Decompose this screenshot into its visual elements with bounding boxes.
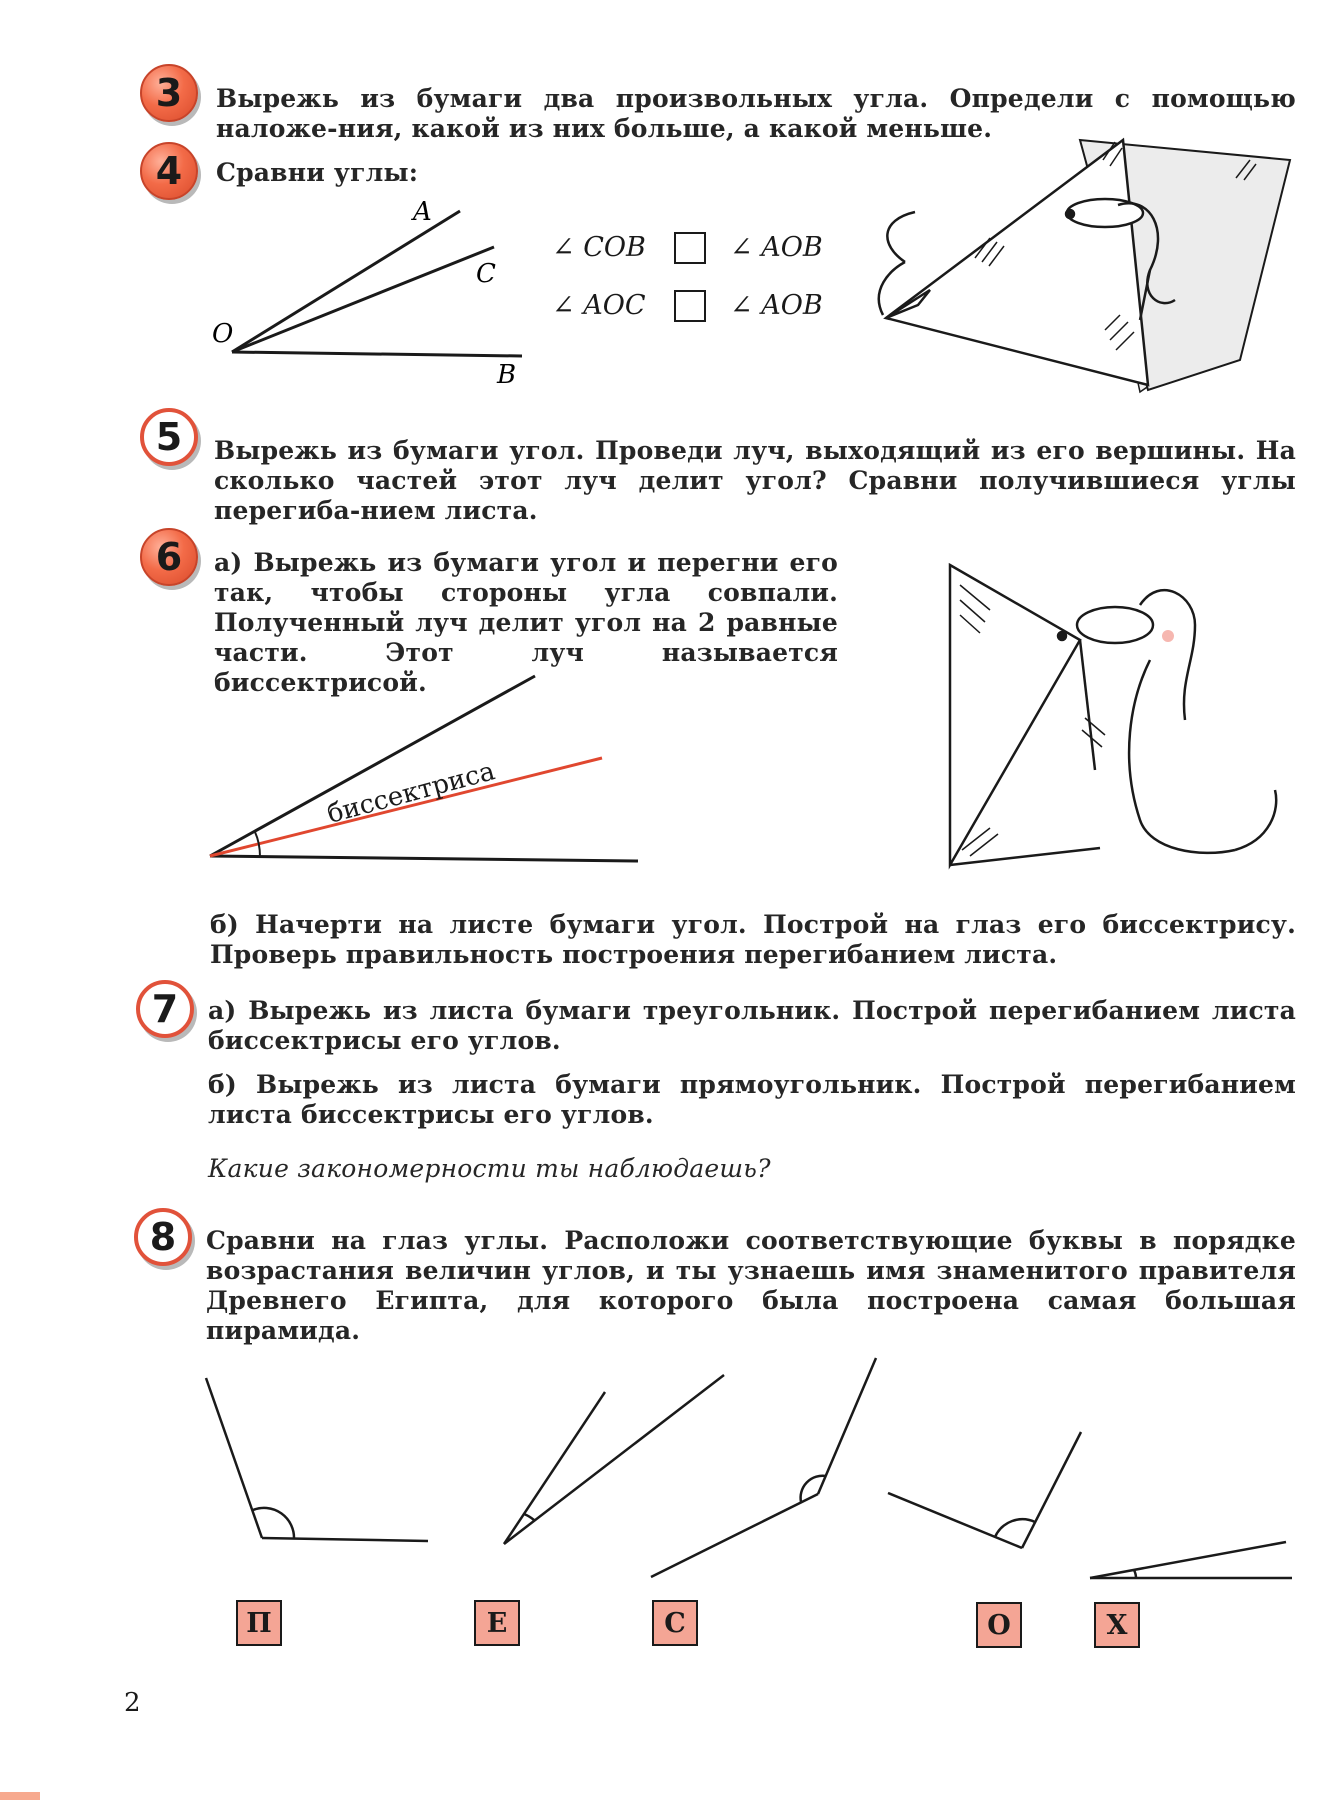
letter-box-h: Х — [1094, 1602, 1140, 1648]
task-number-badge-4: 4 — [140, 142, 198, 200]
comparison-2-right: ∠ AOB — [730, 290, 823, 321]
ray-ob — [232, 352, 522, 356]
task6-text-a-plain: а) Вырежь из бумаги угол и перегни его так, чтобы стороны угла совпали. Полученный луч делит угол на 2 равные части. Этот луч называется — [214, 548, 838, 667]
task6-text-a — [214, 548, 838, 698]
task8-angles — [206, 1358, 1292, 1578]
task-number-badge-7: 7 — [136, 980, 194, 1038]
letter-box-o: О — [976, 1602, 1022, 1648]
comparison-1-box[interactable] — [674, 232, 706, 264]
point-label-c: C — [476, 259, 496, 289]
page-number: 2 — [124, 1688, 141, 1718]
comparison-2-box[interactable] — [674, 290, 706, 322]
task6-text-b: б) Начерти на листе бумаги угол. Построй на глаз его биссектрису. Проверь правильность построения перегибанием листа. — [210, 910, 1296, 969]
letter-box-s: С — [652, 1600, 698, 1646]
mouse-triangles-illustration — [879, 140, 1290, 392]
task7-text-b: б) Вырежь из листа бумаги прямоугольник. Построй перегибанием листа биссектрисы его углов. — [208, 1070, 1296, 1129]
task7-text-a: а) Вырежь из листа бумаги треугольник. Построй перегибанием листа биссектрисы его углов. — [208, 996, 1296, 1055]
task-number-badge-3: 3 — [140, 64, 198, 122]
bisector-figure — [210, 676, 638, 861]
task-number-badge-8: 8 — [134, 1208, 192, 1266]
point-label-a: A — [413, 197, 432, 227]
point-label-b: B — [497, 360, 517, 390]
task6-term-bisector: биссектрисой. — [214, 668, 427, 697]
letter-box-p: П — [236, 1600, 282, 1646]
angle-e — [504, 1375, 724, 1544]
angle-side-lower — [210, 856, 638, 861]
angle-p — [206, 1378, 428, 1541]
page-corner-accent — [0, 1792, 40, 1800]
mouse-folded-triangle-illustration — [950, 565, 1276, 865]
angle-h — [1090, 1542, 1292, 1578]
angle-s — [651, 1358, 876, 1577]
task3-text: Вырежь из бумаги два произвольных угла. Определи с помощью наложе-ния, какой из них больше, а какой меньше. — [216, 84, 1296, 143]
task7-question: Какие закономерности ты наблюдаешь? — [208, 1154, 771, 1183]
task-number-badge-5: 5 — [140, 408, 198, 466]
bisector-label: биссектриса — [324, 756, 499, 830]
ray-oa — [232, 211, 460, 352]
task-number-badge-6: 6 — [140, 528, 198, 586]
task4-text: Сравни углы: — [216, 158, 419, 187]
task5-text: Вырежь из бумаги угол. Проведи луч, выходящий из его вершины. На сколько частей этот луч делит угол? Сравни получившиеся углы перегиба-нием листа. — [214, 436, 1296, 525]
point-label-o: O — [212, 319, 234, 349]
comparison-2-left: ∠ AOC — [552, 290, 646, 321]
comparison-1-right: ∠ AOB — [730, 232, 823, 263]
comparison-1-left: ∠ COB — [552, 232, 646, 263]
ray-oc — [232, 247, 494, 352]
angle-o — [888, 1432, 1081, 1548]
task8-text: Сравни на глаз углы. Расположи соответствующие буквы в порядке возрастания величин углов, и ты узнаешь имя знаменитого правителя Древнего Египта, для которого была построена самая большая пирамида. — [206, 1226, 1296, 1345]
letter-box-e: Е — [474, 1600, 520, 1646]
